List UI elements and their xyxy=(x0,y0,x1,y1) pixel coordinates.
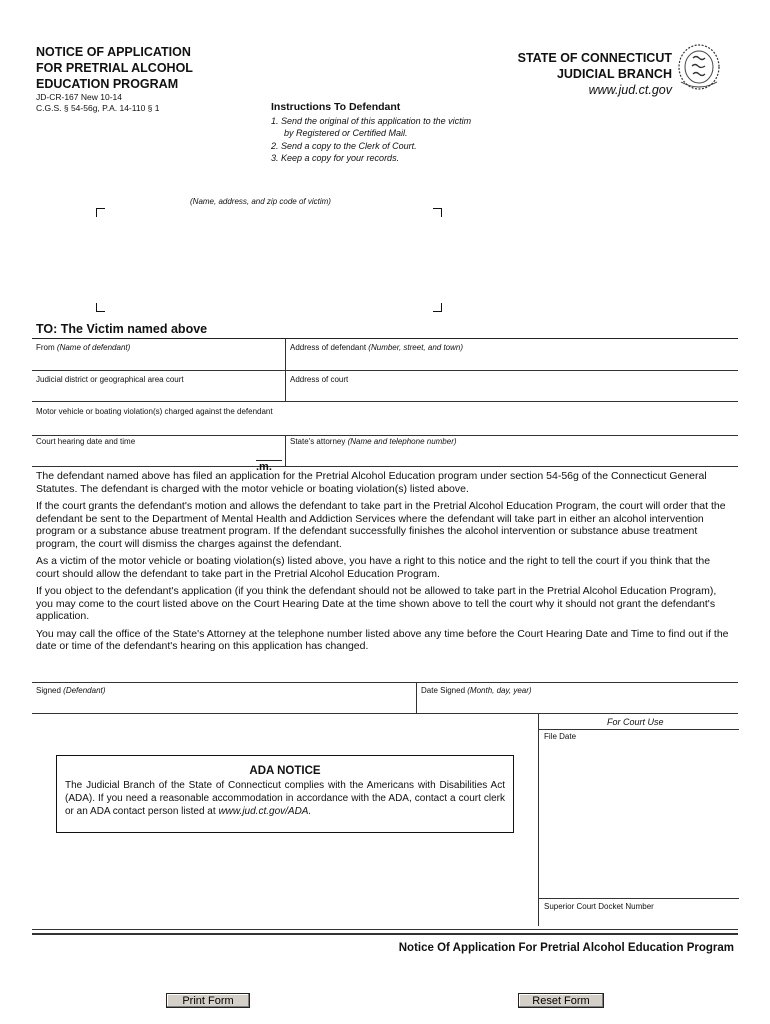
signed-label: Signed xyxy=(36,686,61,695)
corner-mark-top-left xyxy=(96,208,105,217)
footer-title: Notice Of Application For Pretrial Alcohol Education Program xyxy=(398,942,734,954)
judicial-district-field[interactable] xyxy=(32,371,285,401)
instruction-2: 2. Send a copy to the Clerk of Court. xyxy=(271,140,417,151)
corner-mark-bottom-right xyxy=(433,303,442,312)
instruction-3: 3. Keep a copy for your records. xyxy=(271,153,400,163)
paragraph: If the court grants the defendant's motion and allows the defendant to take part in the Pretrial Alcohol Education Program, the court will order that the defendant be sent to the Department of Mental Health and Addiction Services where the defendant will take part in either an alcohol intervention program or a substance abuse treatment program. If the defendant successfully finishes the alcohol intervention or substance abuse treatment program, the court will dismiss the charges against the defendant. xyxy=(36,500,726,550)
paragraph: You may call the office of the State's Attorney at the telephone number listed above any time before the Court Hearing Date and Time to find out if the date or time of the defendant's hearing on this application has changed. xyxy=(36,627,729,652)
corner-mark-top-right xyxy=(433,208,442,217)
footer-rule xyxy=(32,933,738,935)
court-address-label: Address of court xyxy=(290,375,349,384)
grid-rule xyxy=(32,466,738,467)
footer-rule xyxy=(32,929,738,930)
file-date-label: File Date xyxy=(544,732,577,741)
case-info-grid xyxy=(32,338,738,473)
court-address-field[interactable] xyxy=(286,371,738,401)
violations-label: Motor vehicle or boating violation(s) charged against the defendant xyxy=(36,407,273,416)
defendant-address-field[interactable] xyxy=(286,339,738,370)
from-hint: (Name of defendant) xyxy=(56,343,131,352)
instructions-heading: Instructions To Defendant xyxy=(271,101,401,113)
reset-form-button[interactable]: Reset Form xyxy=(518,993,604,1008)
court-use-heading: For Court Use xyxy=(607,717,664,727)
signed-hint: (Defendant) xyxy=(63,686,106,695)
hearing-label: Court hearing date and time xyxy=(36,437,136,446)
statute-reference: C.G.S. § 54-56g, P.A. 14-110 § 1 xyxy=(36,103,160,113)
docket-number-label: Superior Court Docket Number xyxy=(544,902,654,911)
attorney-hint: (Name and telephone number) xyxy=(347,437,457,446)
state-name: STATE OF CONNECTICUT xyxy=(517,51,672,65)
notice-body xyxy=(36,470,732,658)
victim-address-caption: (Name, address, and zip code of victim) xyxy=(190,197,331,206)
violations-field[interactable] xyxy=(32,402,738,435)
attorney-label: State's attorney xyxy=(290,437,346,446)
instructions-block xyxy=(271,101,471,165)
court-use-rule xyxy=(539,729,739,730)
ada-link: www.jud.ct.gov/ADA. xyxy=(218,806,312,817)
branch-name: JUDICIAL BRANCH xyxy=(556,67,672,81)
website-text: www.jud.ct.gov xyxy=(588,83,672,97)
hearing-date-field[interactable] xyxy=(32,436,285,473)
instruction-1-cont: by Registered or Certified Mail. xyxy=(284,128,408,138)
to-heading: TO: The Victim named above xyxy=(36,322,208,336)
paragraph: The defendant named above has filed an application for the Pretrial Alcohol Education program under section 54-56g of the Connecticut General Statutes. The defendant is charged with the motor vehicle or boating violation(s) listed above. xyxy=(36,470,707,495)
date-signed-field[interactable] xyxy=(417,683,738,713)
print-form-button[interactable]: Print Form xyxy=(166,993,250,1008)
states-attorney-field[interactable] xyxy=(286,436,738,466)
form-title: NOTICE OF APPLICATION FOR PRETRIAL ALCOHOL EDUCATION PROGRAM xyxy=(36,45,193,91)
state-seal-icon xyxy=(676,42,722,92)
am-pm-suffix: .m. xyxy=(256,461,272,473)
defendant-address-hint: (Number, street, and town) xyxy=(368,343,464,352)
ada-heading: ADA NOTICE xyxy=(249,765,321,777)
signature-field[interactable] xyxy=(32,683,416,713)
corner-mark-bottom-left xyxy=(96,303,105,312)
ada-text: The Judicial Branch of the State of Connecticut complies with the Americans with Disabilities Act (ADA). If you need a reasonable accommodation in accordance with the ADA, contact a court clerk or an ADA contact person listed at www.jud.ct.gov/ADA. xyxy=(65,780,505,817)
date-signed-label: Date Signed xyxy=(421,686,466,695)
court-use-rule xyxy=(539,898,739,899)
paragraph: If you object to the defendant's application (if you think the defendant should not be allowed to take part in the Pretrial Alcohol Education Program), you may come to the court listed above on the Court Hearing Date at the time shown above to tell the court why it should not grant the defendant's application. xyxy=(36,585,717,622)
judicial-district-label: Judicial district or geographical area court xyxy=(36,375,184,384)
from-field[interactable] xyxy=(32,339,285,370)
signature-row xyxy=(32,682,738,714)
date-signed-hint: (Month, day, year) xyxy=(467,686,532,695)
from-label: From xyxy=(36,343,55,352)
form-number: JD-CR-167 New 10-14 xyxy=(36,92,122,102)
agency-block xyxy=(518,50,672,98)
victim-address-field[interactable] xyxy=(96,208,442,312)
paragraph: As a victim of the motor vehicle or boating violation(s) listed above, you have a right to this notice and the right to tell the court if you think that the court should allow the defendant to take part in the Pretrial Alcohol Education Program. xyxy=(36,555,711,580)
instruction-1: 1. Send the original of this application to the victim xyxy=(271,115,472,126)
form-number-block xyxy=(36,92,160,114)
court-use-box xyxy=(538,714,739,926)
defendant-address-label: Address of defendant xyxy=(290,343,367,352)
ada-notice xyxy=(56,755,514,833)
